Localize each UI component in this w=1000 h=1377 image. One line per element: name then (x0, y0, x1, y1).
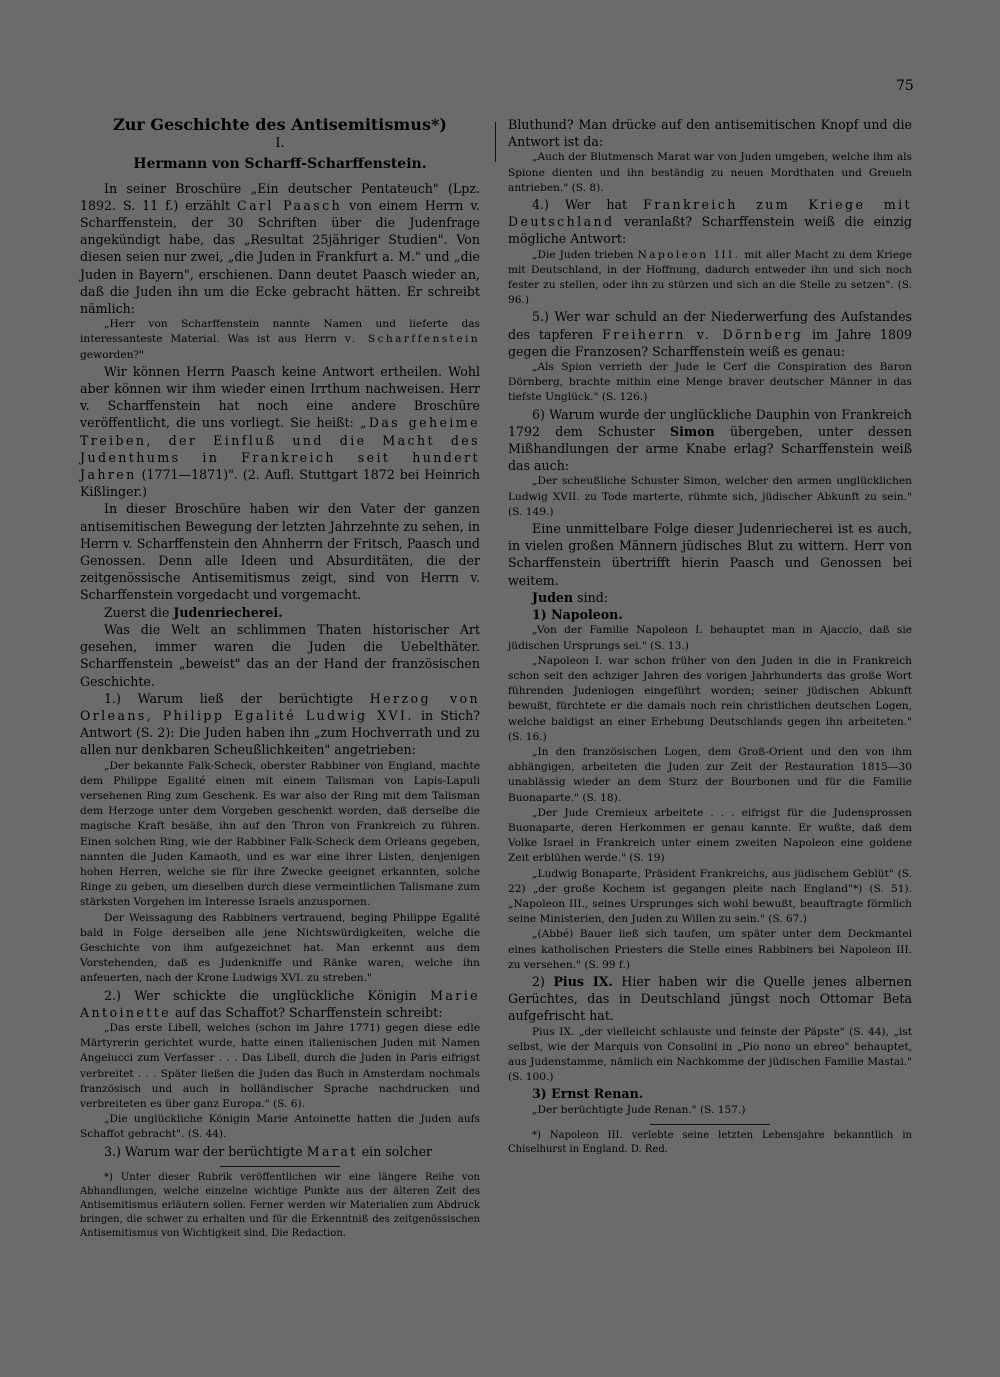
paragraph: 4.) Wer hat Frankreich zum Kriege mit Deutschland veranlaßt? Scharffenstein weiß die einzig mögliche Antwort: (508, 197, 912, 247)
quotation: „Die Juden trieben Napoleon III. mit aller Macht zu dem Kriege mit Deutschland, in der Hoffnung, dadurch entweder ihn und sich noch fester zu stellen, oder ihn zu stürzen und sich an die Stelle zu setzen". (S. 96.) (508, 248, 913, 307)
person-name: Herzog von Orleans, Philipp Egalité Ludwig XVI. (80, 690, 480, 723)
footnote-signature: Die Redaction. (271, 1227, 346, 1239)
quotation: „Von der Familie Napoleon I. behauptet man in Ajaccio, daß sie jüdischen Ursprungs sei." (S. 13.) (508, 624, 912, 652)
quotation: „Herr von Scharffenstein nannte Namen und lieferte das interessanteste Material. Was ist aus Herrn v. Scharffenstein geworden?" (80, 318, 480, 361)
footnote-rule (220, 1166, 340, 1167)
person-name: Marat (306, 1143, 358, 1159)
quotation: „Das erste Libell, welches (schon im Jahre 1771) gegen diese edle Märtyrerin gerichtet wurde, hatte einen italienischen Juden mit Namen Angelucci zum Verfasser . . . Das Libell, durch die Juden in Paris eifrigst verbreitet . . . Später ließen die Juden das Buch in Amsterdam nochmals französisch und auch in holländischer Sprache nachdrucken und verbreiteten es über ganz Europa." (S. 6). (80, 1021, 480, 1110)
paragraph: 5.) Wer war schuld an der Niederwerfung des Aufstandes des tapferen Freiherrn v. Dörnberg im Jahre 1809 gegen die Franzosen? Scharffenstein weiß es genau: (508, 309, 912, 359)
paragraph: Bluthund? Man drücke auf den antisemitischen Knopf und die Antwort ist da: (508, 117, 912, 150)
book-title: „Das geheime Treiben, der Einfluß und die Macht des Judenthums in Frankreich seit hundert Jahren (80, 415, 480, 483)
paragraph: 1.) Warum ließ der berüchtigte Herzog von Orleans, Philipp Egalité Ludwig XVI. in Stich? Antwort (S. 2): Die Juden haben ihn „zum Hochverrath und zu allen nur denkbaren Scheußlichkeiten" angetrieben: (80, 690, 480, 758)
quotation: „Die unglückliche Königin Marie Antoinette hatten die Juden aufs Schaffot gebracht". (S. 44). (80, 1113, 480, 1141)
quotation: „Ludwig Bonaparte, Präsident Frankreichs, aus jüdischem Geblüt" (S. 22) „der große Kochem ist gegangen pleite nach England"*) (S. 51). „Napoleon III., seines Ursprunges sich wohl bewußt, beauftragte förmlich seine Ministerien, den Juden zu Willen zu sein." (S. 67.) (508, 867, 912, 926)
keyword: Judenriecherei. (173, 604, 283, 620)
quotation: „Der berüchtigte Jude Renan." (S. 157.) (532, 1103, 746, 1116)
column-divider (495, 122, 496, 162)
quotation: „Der Jude Cremieux arbeitete . . . eifrigst für die Judensprossen Buonaparte, deren Herkommen er genau kannte. Er wußte, daß dem Volke Israel in Frankreich unter einem zweiten Napoleon eine goldene Zeit erblühen werde." (S. 19) (508, 806, 912, 865)
footnote-rule (650, 1124, 770, 1125)
quotation: „Napoleon I. war schon früher von den Juden in die in Frankreich schon seit den achziger Jahren des vorigen Jahrhunderts das große Wort führenden Judenlogen eingeführt worden; seiner jüdischen Abkunft bewußt, fürchtete er die damals noch rein christlichen deutschen Logen, welche baldigst an einer Erhebung Deutschlands gegen ihn arbeiteten." (S. 16.) (508, 654, 912, 743)
person-name: Marie Antoinette (80, 987, 480, 1020)
quotation: „Auch der Blutmensch Marat war von Juden umgeben, welche ihm als Spione dienten und ihn beständig zu neuen Mordthaten und Greueln antrieben." (S. 8). (508, 151, 912, 194)
quotation: „Der scheußliche Schuster Simon, welcher den armen unglücklichen Ludwig XVII. zu Tode marterte, rühmte sich, jüdischer Abkunft zu sein." (S. 149.) (508, 475, 912, 518)
right-column (508, 116, 912, 1157)
quotation: „Als Spion verrieth der Jude le Cerf die Conspiration des Baron Dörnberg, brachte mithin eine Menge braver deutscher Männer in das tiefste Unglück." (S. 126.) (508, 361, 912, 404)
paragraph: Eine unmittelbare Folge dieser Judenriecherei ist es auch, in vielen großen Männern jüdisches Blut zu wittern. Herr von Scharffenstein übertrifft hierin Paasch und Genossen bei weitem. (508, 521, 912, 588)
paragraph: 2) Pius IX. Hier haben wir die Quelle jenes albernen Gerüchtes, das in Deutschland jüngst noch Ottomar Beta aufgefrischt hat. (508, 973, 912, 1024)
quotation: Pius IX. „der vielleicht schlauste und feinste der Päpste" (S. 44), „ist selbst, wie der Marquis von Consolini in „Pio nono un ebreo" behauptet, aus Judenstamme, nämlich ein Nachkomme der jüdischen Familie Mastai." (S. 100.) (508, 1025, 912, 1084)
footnote: *) Unter dieser Rubrik veröffentlichen wir eine längere Reihe von Abhandlungen, welche einzelne wichtige Punkte aus der älteren Zeit des Antisemitismus erläutern sollen. Ferner werden wir Materialien zum Abdruck bringen, die schwer zu erhalten und für die Erkenntniß des zeitgenössischen Antisemitismus von Wichtigkeit sind. Die Redaction. (80, 1171, 480, 1239)
footnote: *) Napoleon III. verlebte seine letzten Lebensjahre bekanntlich in Chiselhurst in England. D. Red. (508, 1129, 912, 1155)
paragraph: Zuerst die Judenriecherei. (104, 604, 283, 620)
paragraph: Was die Welt an schlimmen Thaten historischer Art gesehen, immer waren die Juden die Uebelthäter. Scharffenstein „beweist" das an der Hand der französischen Geschichte. (80, 621, 480, 689)
left-column (80, 116, 480, 1241)
page-number: 75 (896, 78, 914, 94)
quotation: „(Abbé) Bauer ließ sich taufen, um später unter dem Deckmantel eines katholischen Priesters die Stelle eines Rabbiners bei Napoleon III. zu versehen." (S. 99 f.) (508, 928, 912, 971)
paragraph: Wir können Herrn Paasch keine Antwort ertheilen. Wohl aber können wir ihm wieder einen Irrthum nachweisen. Herr v. Scharffenstein hat noch eine andere Broschüre veröffentlicht, die uns vorliegt. Sie heißt: „Das geheime Treiben, der Einfluß und die Macht des Judenthums in Frankreich seit hundert Jahren (1771—1871)". (2. Aufl. Stuttgart 1872 bei Heinrich Kißlinger.) (80, 363, 480, 500)
quotation: „In den französischen Logen, dem Groß-Orient und den von ihm abhängigen, arbeiteten die Juden zur Zeit der Restauration 1815—30 unablässig wieder an dem Sturz der Bourbonen und für die Familie Buonaparte." (S. 18). (508, 745, 912, 804)
section-number: I. (275, 136, 285, 152)
section-subtitle: Hermann von Scharff-Scharffenstein. (133, 156, 427, 173)
list-heading: 1) Napoleon. (532, 607, 623, 623)
paragraph: Juden sind: (532, 589, 609, 605)
paragraph: 2.) Wer schickte die unglückliche Königin Marie Antoinette auf das Schaffot? Scharffenstein schreibt: (80, 987, 480, 1020)
person-name: Carl Paasch (237, 197, 343, 213)
paragraph: 3.) Warum war der berüchtigte Marat ein solcher (104, 1143, 433, 1159)
quotation: „Der bekannte Falk-Scheck, oberster Rabbiner von England, machte dem Philippe Egalité einen mit einem Talisman von Lapis-Lapuli versehenen Ring zum Geschenk. Es war also der Ring mit dem Talisman dem Herzoge unter dem Vorgeben geschenkt worden, daß derselbe die magische Kraft besäße, ihn auf den Thron von Frankreich zu führen. Einen solchen Ring, wie der Rabbiner Falk-Scheck dem Orleans gegeben, nannten die Juden Kamaoth, und es war eine ihrer Listen, denjenigen hohen Herren, welche sie für ihre Zwecke geeignet erkannten, solche Ringe zu geben, um dieselben durch diese vermeintlichen Talismane zum stärksten Vorgehen im Interesse Israels anzuspornen. (80, 759, 480, 909)
paragraph: 6) Warum wurde der unglückliche Dauphin von Frankreich 1792 dem Schuster Simon übergeben, unter dessen Mißhandlungen der arme Knabe erlag? Scharffenstein weiß das auch: (508, 406, 912, 474)
quotation: Der Weissagung des Rabbiners vertrauend, beging Philippe Egalité bald in Folge derselben alle jene Nichtswürdigkeiten, welche die Geschichte von ihm aufgezeichnet hat. Man erkennt aus dem Vorstehenden, daß es Judenkniffe und Ränke waren, welche ihn anfeuerten, nach der Krone Ludwigs XVI. zu streben." (80, 911, 480, 985)
list-heading: 3) Ernst Renan. (532, 1086, 644, 1102)
paragraph: In dieser Broschüre haben wir den Vater der ganzen antisemitischen Bewegung der letzten Jahrzehnte zu sehen, in Herrn v. Scharffenstein den Ahnherrn der Fritsch, Paasch und Genossen. Denn alle Ideen und Absurditäten, die der zeitgenössische Antisemitismus zeigt, sind von Herrn v. Scharffenstein vorgedacht und vorgemacht. (80, 501, 480, 603)
paragraph: In seiner Broschüre „Ein deutscher Pentateuch" (Lpz. 1892. S. 11 f.) erzählt Carl Paasch von einem Herrn v. Scharffenstein, der 30 Schriften über die Judenfrage angekündigt habe, das „Resultat 25jähriger Studien". Von diesen seien nur zwei, „die Juden in Frankfurt a. M." und „die Juden in Bayern", erschienen. Dann deutet Paasch wieder an, daß die Juden ihn um die Ecke gebracht hätten. Er schreibt nämlich: (80, 180, 480, 317)
article-title: Zur Geschichte des Antisemitismus*) (113, 115, 447, 134)
